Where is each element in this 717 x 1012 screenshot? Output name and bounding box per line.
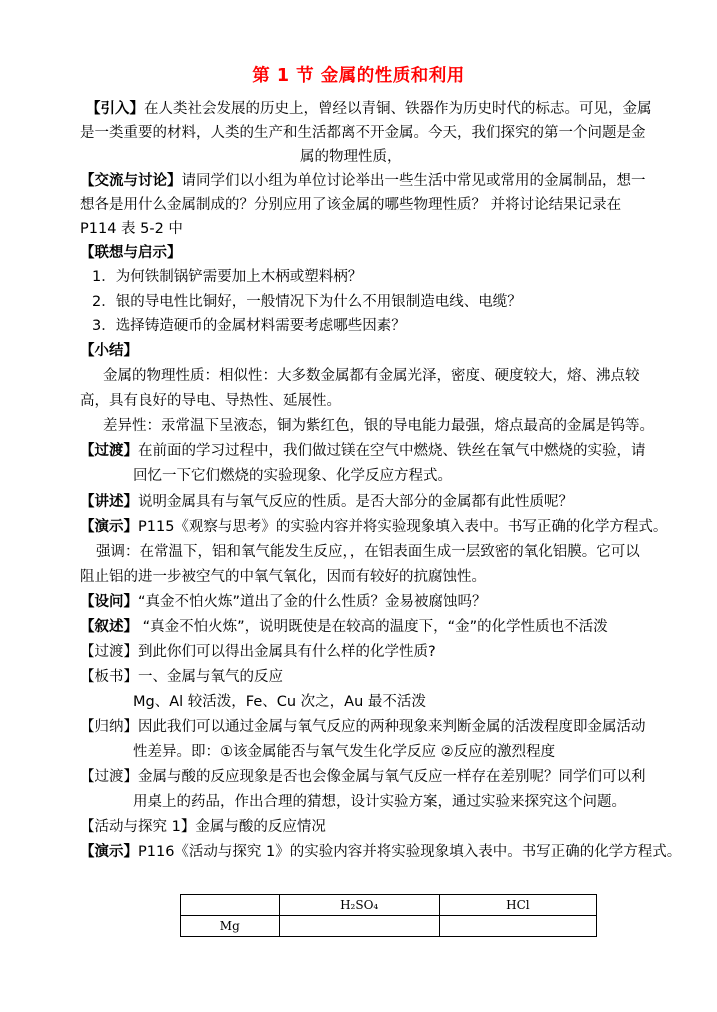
transition3-line-1	[80, 766, 646, 788]
conclude-text-1: 因此我们可以通过金属与氧气反应的两种现象来判断金属的活泼程度即金属活动	[138, 719, 646, 735]
intro-line-1	[86, 98, 652, 120]
narrate-tag: 【叙述】	[80, 619, 138, 635]
discuss-text-1: 请同学们以小组为单位讨论举出一些生活中常见或常用的金属制品，想一	[181, 173, 646, 189]
board-tag: 【板书】	[80, 669, 138, 685]
intro-tag: 【引入】	[86, 101, 144, 117]
table-header-cell	[181, 895, 280, 916]
summary-text-1: 金属的物理性质：相似性：大多数金属都有金属光泽，密度、硬度较大，熔、沸点较	[103, 368, 640, 384]
discuss-line-1	[80, 170, 646, 192]
demo1-tag: 【演示】	[80, 519, 138, 535]
demo1-line-1	[80, 516, 667, 538]
discuss-text-2: 想各是用什么金属制成的？分别应用了该金属的哪些物理性质？ 并将讨论结果记录在	[80, 197, 622, 213]
question-line	[80, 591, 487, 613]
summary-text-2: 高，具有良好的导电、导热性、延展性。	[80, 393, 341, 409]
conclude-tag: 【归纳】	[80, 719, 138, 735]
table-header-cell: HCl	[439, 895, 596, 916]
demo2-tag: 【演示】	[80, 844, 138, 860]
transition1-text-2: 回忆一下它们燃烧的实验现象、化学反应方程式。	[133, 468, 452, 484]
transition2-tag: 【过渡】	[80, 644, 138, 660]
transition3-text-1: 金属与酸的反应现象是否也会像金属与氧气反应一样存在差别呢？同学们可以利	[138, 769, 646, 785]
demo1-text-2: 强调：在常温下，铝和氧气能发生反应，，在铝表面生成一层致密的氧化铝膜。它可以	[96, 544, 640, 560]
demo1-text-1: P115《观察与思考》的实验内容并将实验现象填入表中。书写正确的化学方程式。	[138, 519, 668, 535]
table-cell: Mg	[181, 916, 280, 937]
table-row	[181, 916, 597, 937]
narrate-line	[80, 616, 608, 638]
table-header-row	[181, 895, 597, 916]
explain-line	[80, 491, 573, 513]
think-question-1: 1．为何铁制锅铲需要加上木柄或塑料柄？	[92, 269, 363, 285]
discuss-text-3: P114 表 5-2 中	[80, 221, 183, 237]
question-text: “真金不怕火炼”道出了金的什么性质？金易被腐蚀吗？	[138, 594, 487, 610]
table-header-cell: H₂SO₄	[279, 895, 439, 916]
transition2-line	[80, 641, 436, 663]
board-text-2: Mg、Al 较活泼，Fe、Cu 次之，Au 最不活泼	[133, 694, 426, 710]
intro-text-3: 属的物理性质，	[300, 149, 402, 165]
table-cell	[279, 916, 439, 937]
think-question-2: 2．银的导电性比铜好，一般情况下为什么不用银制造电线、电缆？	[92, 294, 522, 310]
board-text-1: 一、金属与氧气的反应	[138, 669, 283, 685]
result-table	[180, 894, 597, 937]
activity-text: 金属与酸的反应情况	[195, 819, 326, 835]
explain-tag: 【讲述】	[80, 494, 138, 510]
narrate-text: “真金不怕火炼”，说明既使是在较高的温度下，“金”的化学性质也不活泼	[138, 619, 608, 635]
think-question-3: 3．选择铸造硬币的金属材料需要考虑哪些因素？	[92, 318, 406, 334]
board-line-1	[80, 666, 283, 688]
explain-text: 说明金属具有与氧气反应的性质。是否大部分的金属都有此性质呢？	[138, 494, 573, 510]
summary-tag: 【小结】	[80, 343, 138, 359]
table-cell	[439, 916, 596, 937]
transition1-text-1: 在前面的学习过程中，我们做过镁在空气中燃烧、铁丝在氧气中燃烧的实验，请	[138, 443, 646, 459]
discuss-tag: 【交流与讨论】	[80, 173, 182, 189]
demo2-text: P116《活动与探究 1》的实验内容并将实验现象填入表中。书写正确的化学方程式。	[138, 844, 682, 860]
think-tag: 【联想与启示】	[80, 245, 182, 261]
demo1-text-3: 阻止铝的进一步被空气的中氧气氧化，因而有较好的抗腐蚀性。	[80, 569, 486, 585]
activity-tag: 【活动与探究 1】	[80, 819, 196, 835]
conclude-text-2: 性差异。即：①该金属能否与氧气发生化学反应 ②反应的激烈程度	[133, 744, 556, 760]
transition1-tag: 【过渡】	[80, 443, 138, 459]
conclude-line-1	[80, 716, 646, 738]
transition3-tag: 【过渡】	[80, 769, 138, 785]
demo2-line	[80, 841, 681, 863]
activity-line	[80, 816, 326, 838]
intro-text-2: 是一类重要的材料，人类的生产和生活都离不开金属。今天，我们探究的第一个问题是金	[80, 125, 646, 141]
question-tag: 【设问】	[80, 594, 138, 610]
transition2-text: 到此你们可以得出金属具有什么样的化学性质?	[138, 644, 436, 660]
summary-text-3: 差异性：汞常温下呈液态，铜为紫红色，银的导电能力最强，熔点最高的金属是钨等。	[103, 418, 654, 434]
transition3-text-2: 用桌上的药品，作出合理的猜想，设计实验方案，通过实验来探究这个问题。	[133, 794, 626, 810]
intro-text-1: 在人类社会发展的历史上，曾经以青铜、铁器作为历史时代的标志。可见，金属	[144, 101, 652, 117]
transition1-line-1	[80, 440, 646, 462]
page-title: 第 1 节 金属的性质和利用	[252, 66, 465, 86]
